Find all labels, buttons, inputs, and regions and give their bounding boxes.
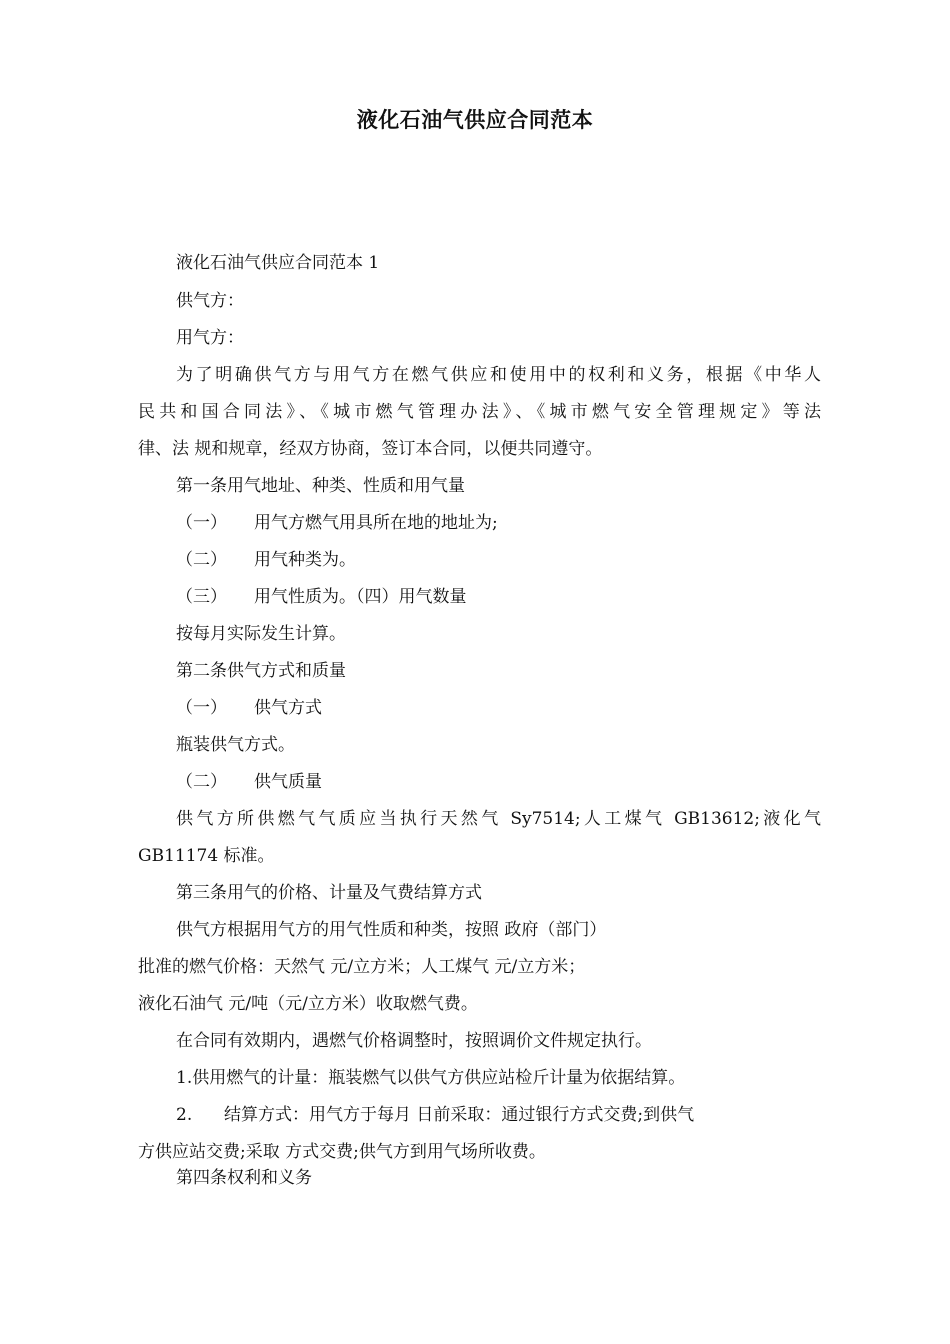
price-adjust-paragraph: 在合同有效期内，遇燃气价格调整时，按照调价文件规定执行。 <box>176 1031 652 1051</box>
clause-item <box>176 548 356 572</box>
intro-paragraph-line: 民共和国合同法》、《城市燃气管理办法》、《城市燃气安全管理规定》等法 <box>138 402 821 422</box>
article-1-heading: 第一条用气地址、种类、性质和用气量 <box>176 476 465 496</box>
document-title: 液化石油气供应合同范本 <box>356 107 594 132</box>
clause-text: 用气方燃气用具所在地的地址为; <box>254 513 498 533</box>
clause-paragraph: 按每月实际发生计算。 <box>176 624 346 644</box>
clause-item <box>176 696 322 720</box>
settlement-clause-continued: 方供应站交费;采取 方式交费;供气方到用气场所收费。 <box>138 1142 546 1162</box>
clause-number: 2. <box>176 1105 193 1125</box>
clause-item <box>176 585 467 609</box>
price-paragraph-line: 液化石油气 元/吨（元/立方米）收取燃气费。 <box>138 994 478 1014</box>
quality-paragraph-line: 供气方所供燃气气质应当执行天然气 Sy7514;人工煤气 GB13612;液化气 <box>176 809 821 829</box>
clause-text: 用气性质为。（四）用气数量 <box>254 587 467 607</box>
article-2-heading: 第二条供气方式和质量 <box>176 661 346 681</box>
clause-number: （一） <box>176 698 227 718</box>
clause-paragraph: 瓶装供气方式。 <box>176 735 295 755</box>
article-4-heading: 第四条权利和义务 <box>176 1168 312 1188</box>
price-paragraph-line: 供气方根据用气方的用气性质和种类，按照 政府（部门） <box>176 920 607 940</box>
clause-number: （二） <box>176 550 227 570</box>
section-heading: 液化石油气供应合同范本 1 <box>176 253 380 273</box>
quality-paragraph-line: GB11174 标准。 <box>138 846 275 866</box>
user-label: 用气方： <box>176 328 244 348</box>
intro-paragraph-line: 律、法 规和规章，经双方协商，签订本合同，以便共同遵守。 <box>138 439 603 459</box>
metering-clause: 1.供用燃气的计量：瓶装燃气以供气方供应站检斤计量为依据结算。 <box>176 1068 686 1088</box>
clause-text: 供气方式 <box>254 698 322 718</box>
clause-text: 供气质量 <box>254 772 322 792</box>
intro-paragraph-line: 为了明确供气方与用气方在燃气供应和使用中的权利和义务，根据《中华人 <box>176 365 821 385</box>
clause-text: 用气种类为。 <box>254 550 356 570</box>
settlement-clause <box>176 1103 694 1127</box>
clause-number: （二） <box>176 772 227 792</box>
clause-text: 结算方式：用气方于每月 日前采取：通过银行方式交费;到供气 <box>224 1105 695 1125</box>
clause-number: （一） <box>176 513 227 533</box>
supplier-label: 供气方： <box>176 291 244 311</box>
clause-number: （三） <box>176 587 227 607</box>
article-3-heading: 第三条用气的价格、计量及气费结算方式 <box>176 883 482 903</box>
clause-item <box>176 770 322 794</box>
price-paragraph-line: 批准的燃气价格：天然气 元/立方米；人工煤气 元/立方米； <box>138 957 586 977</box>
clause-item <box>176 511 498 535</box>
